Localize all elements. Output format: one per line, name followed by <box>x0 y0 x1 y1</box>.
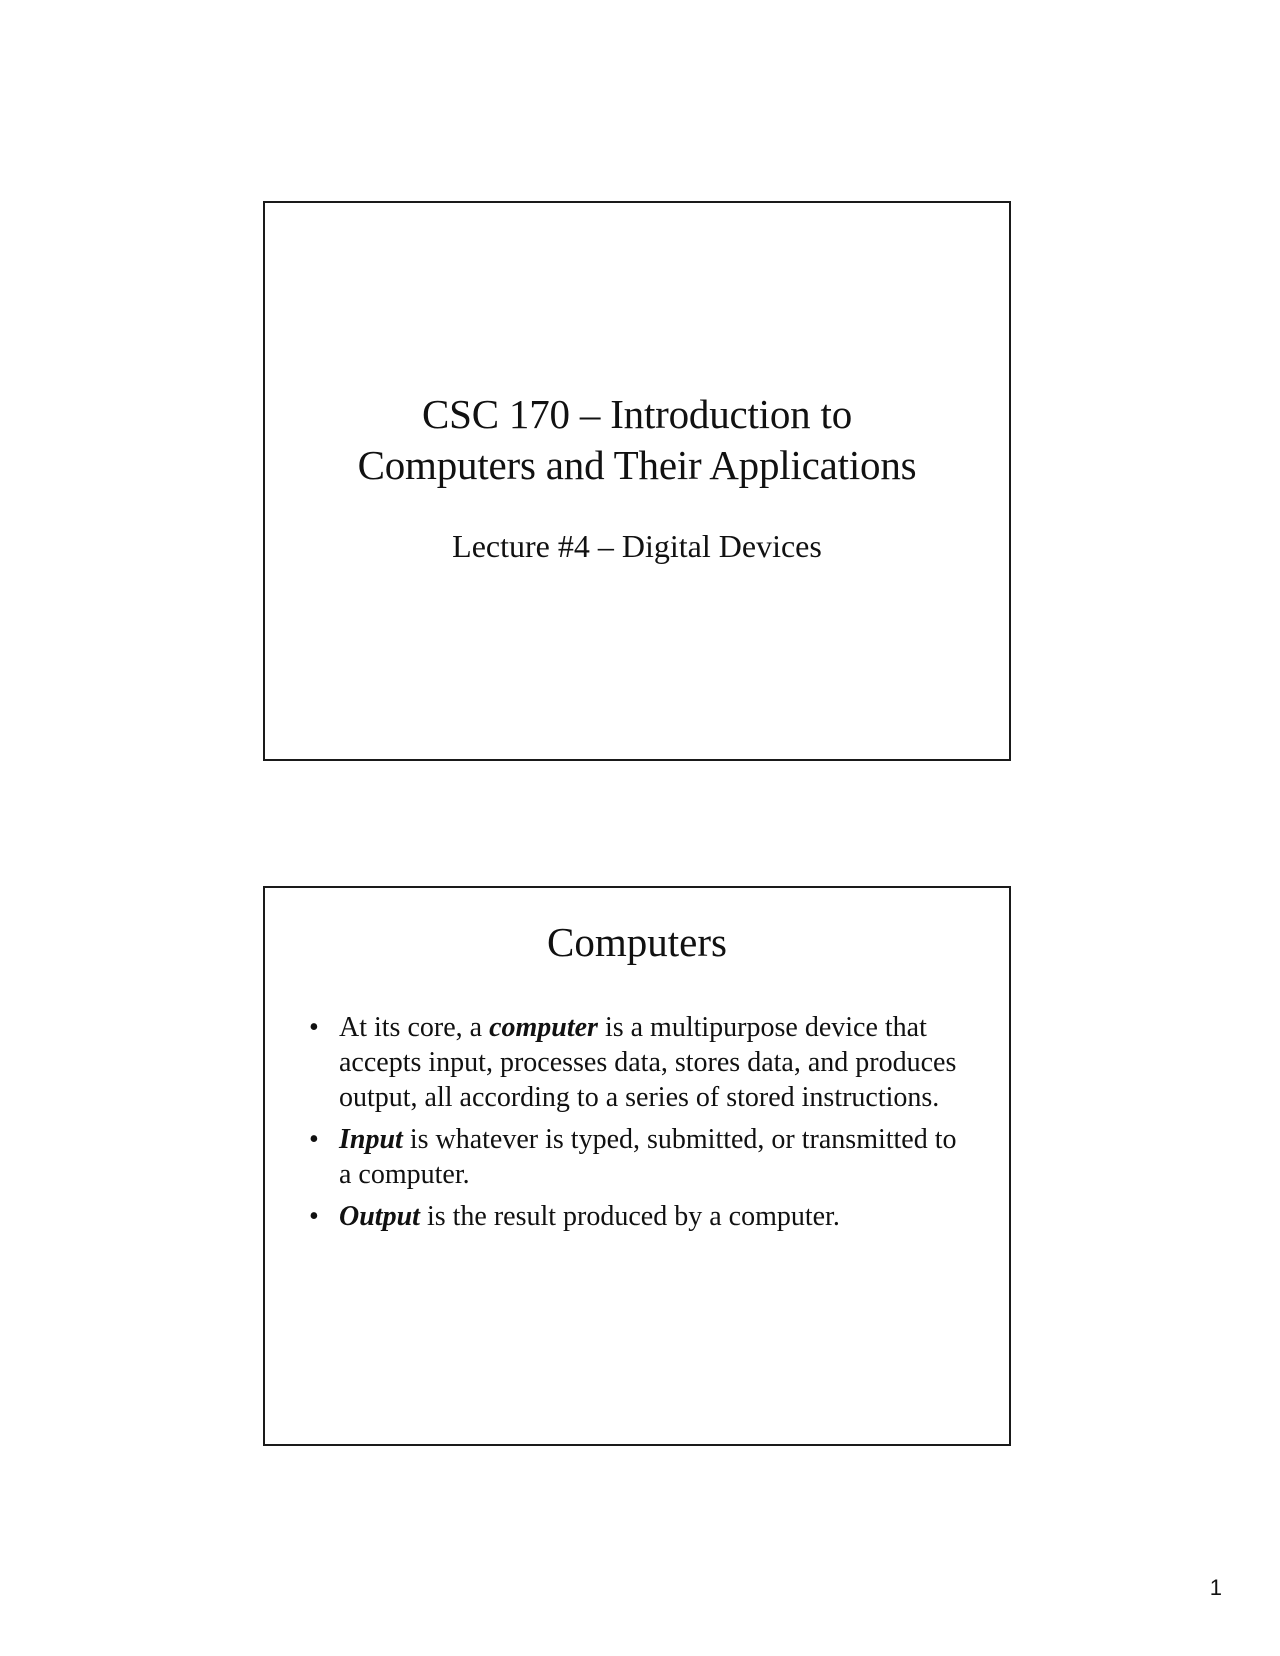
bullet-term: Input <box>339 1124 403 1155</box>
slide-title-line-1: CSC 170 – Introduction to <box>421 391 853 437</box>
slide-heading: Computers <box>547 919 727 965</box>
bullet-term: computer <box>489 1012 598 1043</box>
slide-title-line-2: Computers and Their Applications <box>357 442 917 488</box>
slide-subtitle: Lecture #4 – Digital Devices <box>452 528 822 564</box>
bullet-term: Output <box>339 1201 420 1232</box>
bullet-text-after: is whatever is typed, submitted, or transmitted to a computer. <box>339 1124 957 1190</box>
page-number: 1 <box>1209 1575 1222 1600</box>
bullet-icon: • <box>309 1201 319 1232</box>
content-slide <box>263 886 1011 1446</box>
title-slide <box>263 201 1011 761</box>
bullet-text-after: is the result produced by a computer. <box>419 1201 840 1232</box>
bullet-list <box>309 1010 969 1241</box>
bullet-text-after: is a multipurpose device that accepts input, processes data, stores data, and produces output, all according to a series of stored instructions. <box>339 1012 957 1113</box>
bullet-item <box>309 1122 969 1192</box>
bullet-item <box>309 1010 969 1115</box>
bullet-text-before: At its core, a <box>339 1012 490 1043</box>
bullet-icon: • <box>309 1124 319 1155</box>
bullet-icon: • <box>309 1012 319 1043</box>
slide-title <box>265 389 1009 491</box>
bullet-item <box>309 1199 969 1234</box>
